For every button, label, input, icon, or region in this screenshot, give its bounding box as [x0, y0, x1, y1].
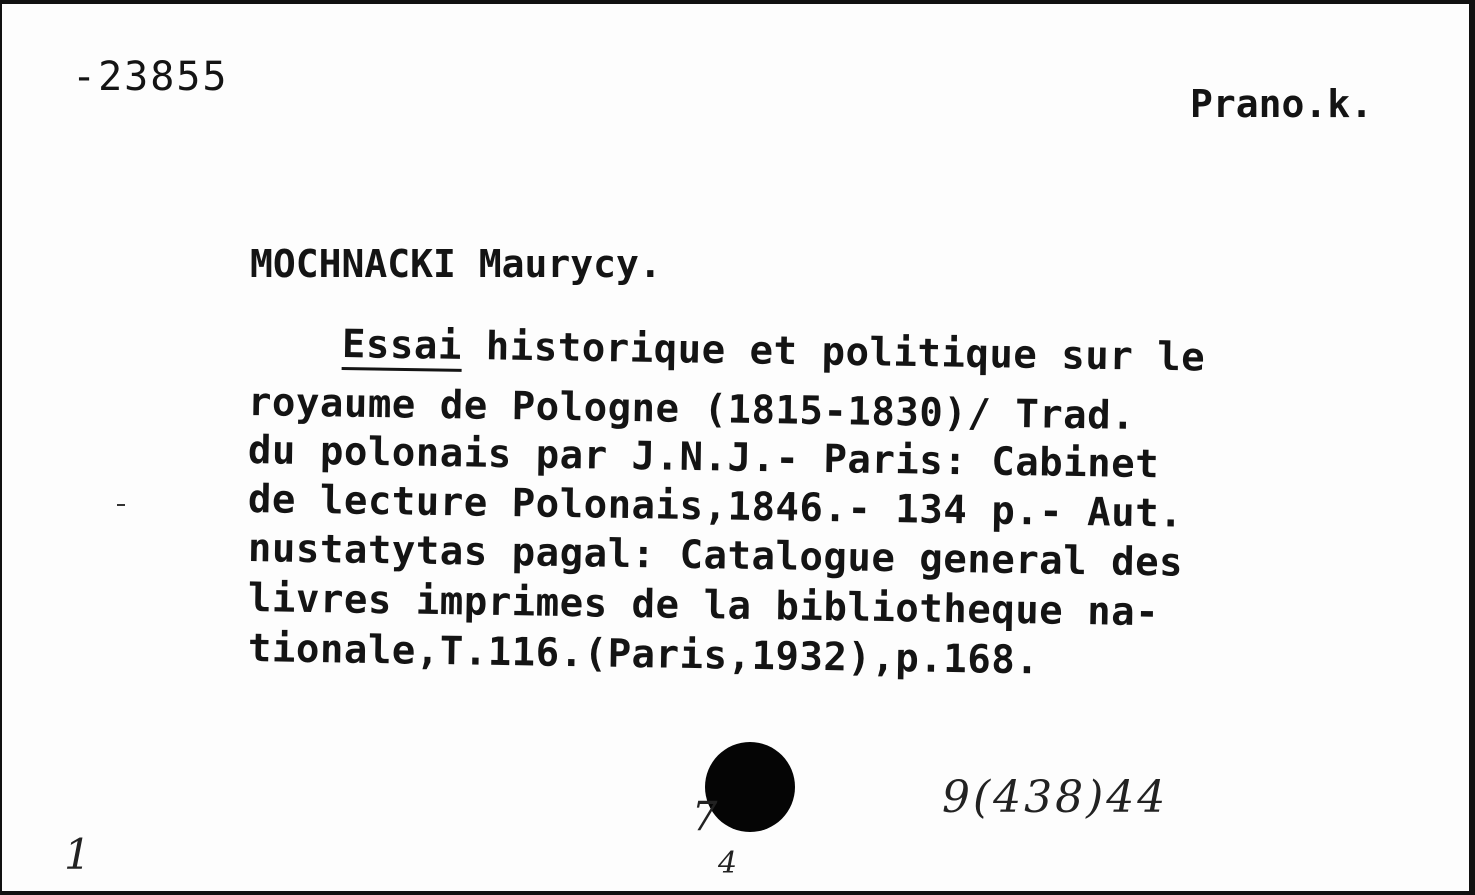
- description-line-6: livres imprimes de la bibliotheque na-: [247, 576, 1160, 636]
- handwritten-seven: 7: [692, 794, 718, 840]
- handwritten-four: 4: [718, 846, 738, 881]
- description-line-7: tionale,T.116.(Paris,1932),p.168.: [247, 626, 1040, 684]
- description-line-3: du polonais par J.N.J.- Paris: Cabinet: [247, 428, 1160, 488]
- description-line-2: royaume de Pologne (1815-1830)/ Trad.: [247, 380, 1136, 439]
- description-line-5: nustatytas pagal: Catalogue general des: [247, 526, 1184, 586]
- inventory-number: -23855: [72, 54, 229, 100]
- call-number: 9(438)44: [942, 772, 1169, 823]
- description-line-1: [342, 322, 1206, 381]
- author-heading: MOCHNACKI Maurycy.: [250, 242, 662, 286]
- title-word: Essai: [342, 322, 463, 372]
- punch-hole: [705, 742, 795, 832]
- corner-number: 1: [64, 830, 91, 879]
- description-line-4: de lecture Polonais,1846.- 134 p.- Aut.: [247, 477, 1184, 537]
- description-line-1-text: historique et politique sur le: [461, 323, 1206, 381]
- stray-mark: [117, 504, 125, 506]
- fragment-label: Prano.k.: [1190, 82, 1374, 126]
